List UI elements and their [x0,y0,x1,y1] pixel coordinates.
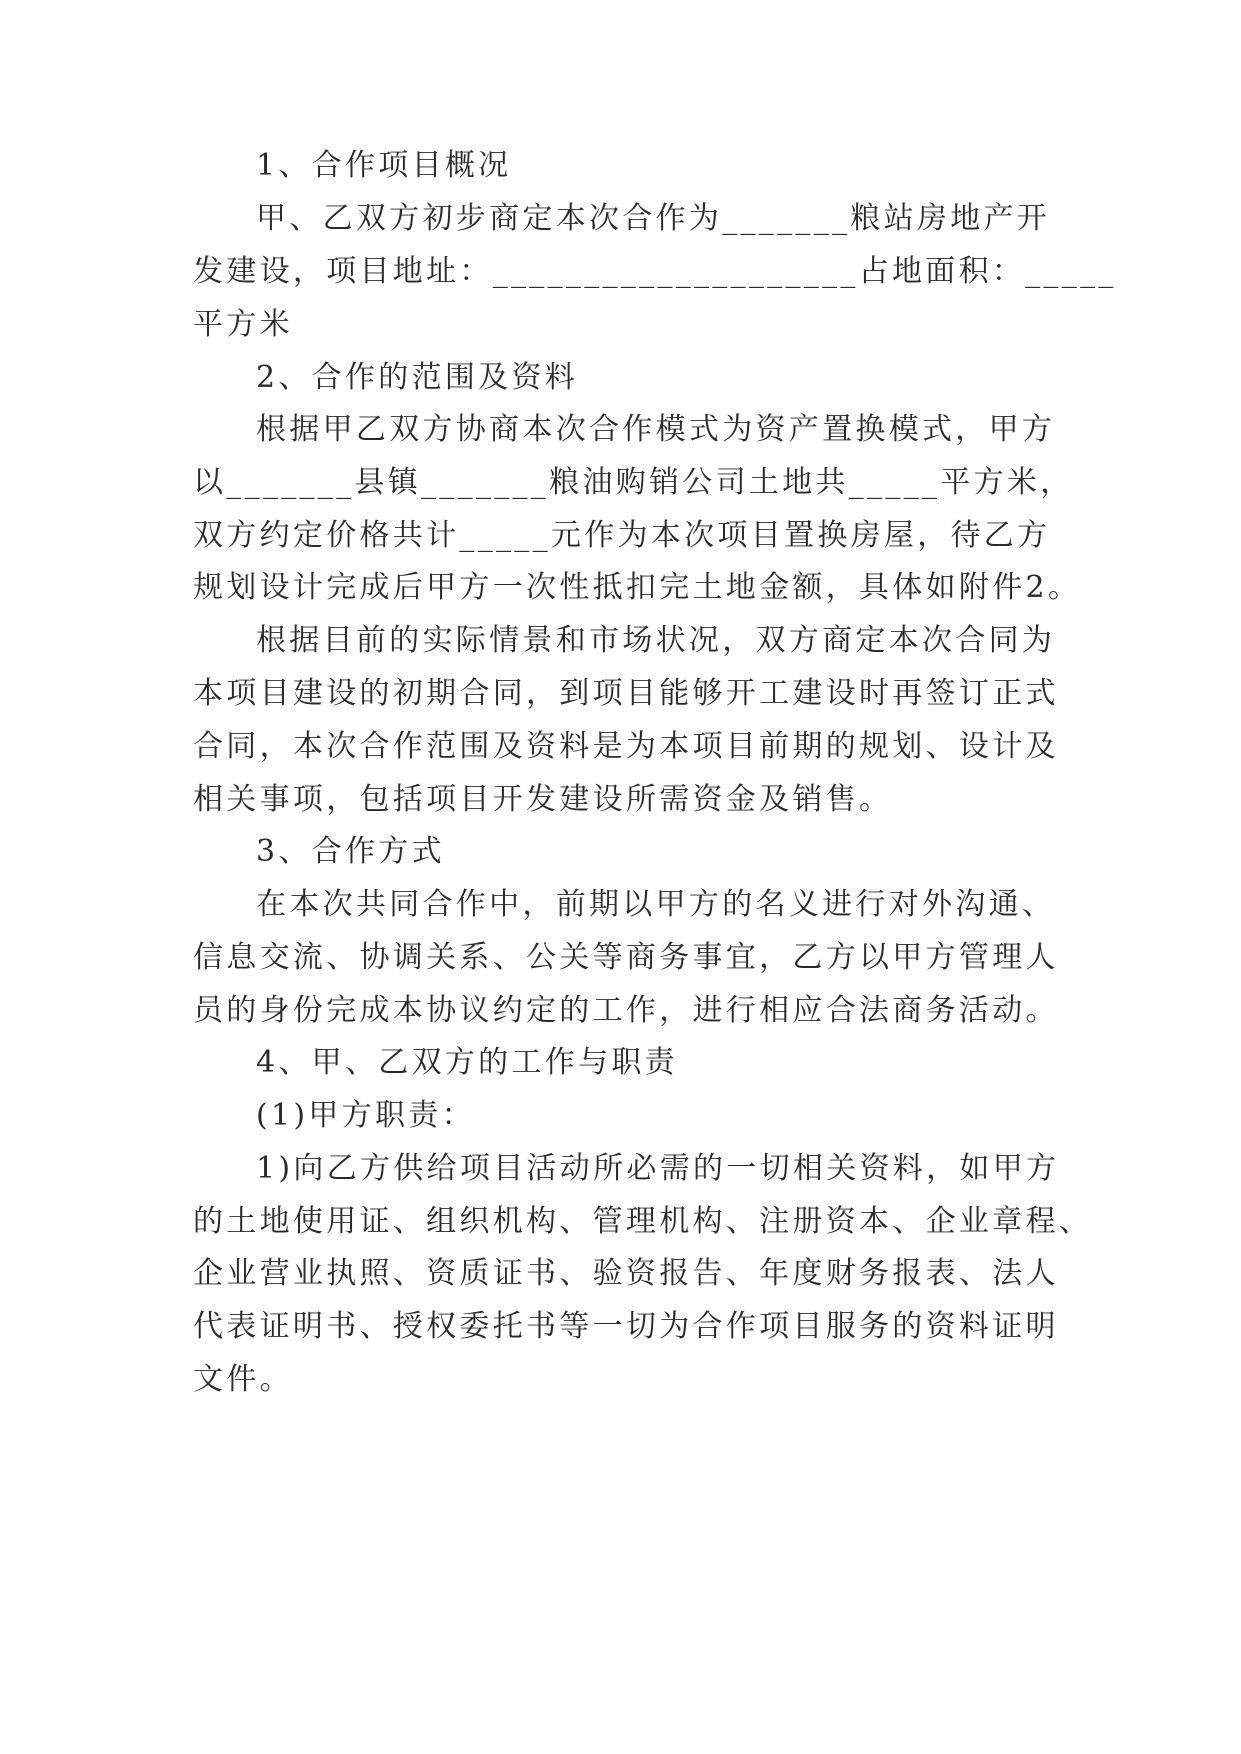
paragraph-line: 根据甲乙双方协商本次合作模式为资产置换模式，甲方 [256,412,1056,447]
paragraph-line: 1)向乙方供给项目活动所必需的一切相关资料，如甲方 [256,1151,1060,1186]
paragraph-line: 文件。 [193,1362,293,1397]
paragraph-line: 根据目前的实际情景和市场状况，双方商定本次合同为 [256,623,1056,658]
paragraph-line: 企业营业执照、资质证书、验资报告、年度财务报表、法人 [193,1256,1059,1291]
paragraph-line: 发建设，项目地址：____________________占地面积：_____ [193,254,1117,289]
paragraph-line: 员的身份完成本协议约定的工作，进行相应合法商务活动。 [193,993,1059,1028]
paragraph-line: 在本次共同合作中，前期以甲方的名义进行对外沟通、 [256,887,1056,922]
paragraph-line: 的土地使用证、组织机构、管理机构、注册资本、企业章程、 [193,1204,1093,1239]
paragraph-line: 信息交流、协调关系、公关等商务事宜，乙方以甲方管理人 [193,940,1059,975]
paragraph-line: 平方米 [193,307,293,342]
paragraph-line: 以_______县镇_______粮油购销公司土地共_____平方米， [193,465,1074,500]
section-heading-4: 4、甲、乙双方的工作与职责 [256,1045,678,1080]
paragraph-line: 双方约定价格共计_____元作为本次项目置换房屋，待乙方 [193,518,1051,553]
section-heading-2: 2、合作的范围及资料 [256,360,579,395]
subsection-heading: (1)甲方职责： [256,1098,475,1133]
paragraph-line: 相关事项，包括项目开发建设所需资金及销售。 [193,782,893,817]
paragraph-line: 代表证明书、授权委托书等一切为合作项目服务的资料证明 [193,1309,1059,1344]
section-heading-1: 1、合作项目概况 [256,148,512,183]
paragraph-line: 本项目建设的初期合同，到项目能够开工建设时再签订正式 [193,676,1059,711]
paragraph-line: 合同，本次合作范围及资料是为本项目前期的规划、设计及 [193,729,1059,764]
paragraph-line: 规划设计完成后甲方一次性抵扣完土地金额，具体如附件2。 [193,570,1082,605]
section-heading-3: 3、合作方式 [256,834,445,869]
paragraph-line: 甲、乙双方初步商定本次合作为_______粮站房地产开 [256,201,1051,236]
